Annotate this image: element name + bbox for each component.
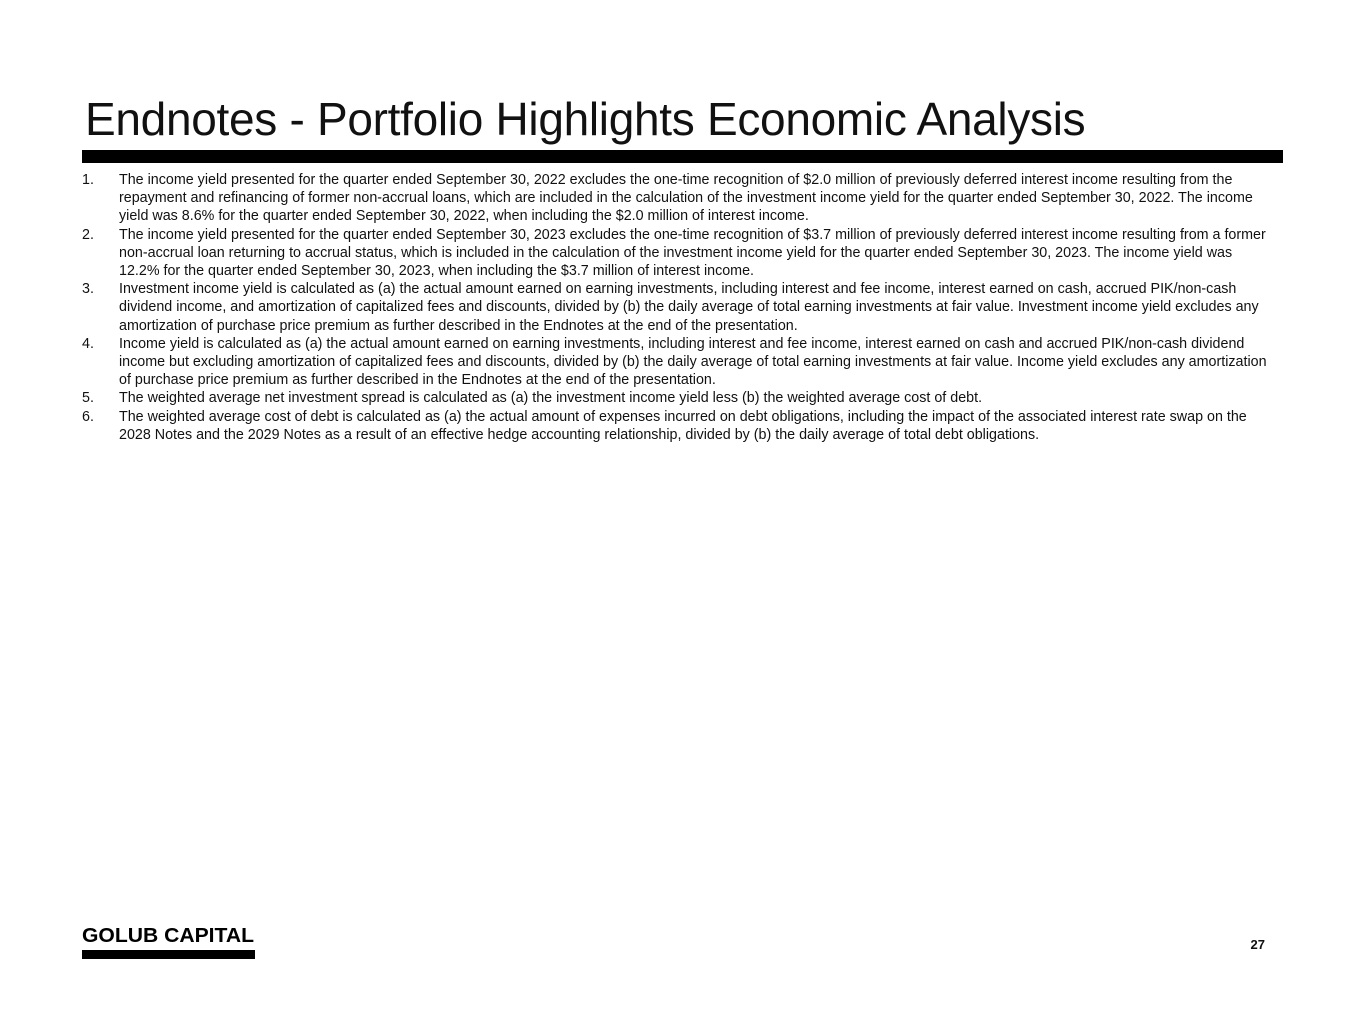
- title-divider: [82, 150, 1283, 163]
- page-number: 27: [1250, 937, 1265, 952]
- endnote-number: 5.: [82, 390, 94, 407]
- golub-capital-logo: [82, 924, 255, 960]
- endnote-item: [82, 335, 1272, 390]
- endnote-item: [82, 280, 1272, 335]
- endnote-text: The income yield presented for the quarter ended September 30, 2023 excludes the one-time recognition of $3.7 million of previously deferred interest income resulting from a former non-accrual loan returning to accrual status, which is included in the calculation of the investment income yield for the quarter ended September 30, 2023. The income yield was 12.2% for the quarter ended September 30, 2023, when including the $3.7 million of interest income.: [119, 226, 1266, 280]
- endnote-number: 6.: [82, 408, 94, 425]
- endnote-item: [82, 226, 1272, 281]
- endnotes-list: [82, 171, 1272, 444]
- endnote-text: The income yield presented for the quarter ended September 30, 2022 excludes the one-time recognition of $2.0 million of previously deferred interest income resulting from the repayment and refinancing of former non-accrual loans, which are included in the calculation of the investment income yield for the quarter ended September 30, 2022. The income yield was 8.6% for the quarter ended September 30, 2022, when including the $2.0 million of interest income.: [119, 172, 1253, 225]
- endnote-item: [82, 389, 1272, 407]
- endnote-number: 1.: [82, 172, 94, 188]
- endnote-number: 2.: [82, 226, 94, 243]
- logo-underline-bar: [82, 950, 255, 959]
- endnote-item: [82, 171, 1272, 226]
- endnote-text: The weighted average cost of debt is calculated as (a) the actual amount of expenses incurred on debt obligations, including the impact of the associated interest rate swap on the 2028 Notes and the 2029 Notes as a result of an effective hedge accounting relationship, divided by (b) the daily average of total debt obligations.: [119, 408, 1247, 443]
- page-title: Endnotes - Portfolio Highlights Economic Analysis: [85, 93, 1086, 145]
- endnote-text: The weighted average net investment spread is calculated as (a) the investment income yield less (b) the weighted average cost of debt.: [119, 390, 983, 407]
- logo-text: GOLUB CAPITAL: [82, 925, 254, 946]
- endnote-number: 4.: [82, 335, 94, 352]
- endnote-text: Income yield is calculated as (a) the actual amount earned on earning investments, including interest and fee income, interest earned on cash and accrued PIK/non-cash dividend income but excluding amortization of capitalized fees and discounts, divided by (b) the daily average of total earning investments at fair value. Income yield excludes any amortization of purchase price premium as further described in the Endnotes at the end of the presentation.: [119, 335, 1267, 389]
- logo-wordmark: [82, 924, 255, 946]
- endnote-number: 3.: [82, 281, 94, 298]
- endnote-text: Investment income yield is calculated as (a) the actual amount earned on earning investments, including interest and fee income, interest earned on cash, accrued PIK/non-cash dividend income, and amortization of capitalized fees and discounts, divided by (b) the daily average of total earning investments at fair value. Investment income yield excludes any amortization of purchase price premium as further described in the Endnotes at the end of the presentation.: [119, 281, 1259, 334]
- endnote-item: [82, 408, 1272, 444]
